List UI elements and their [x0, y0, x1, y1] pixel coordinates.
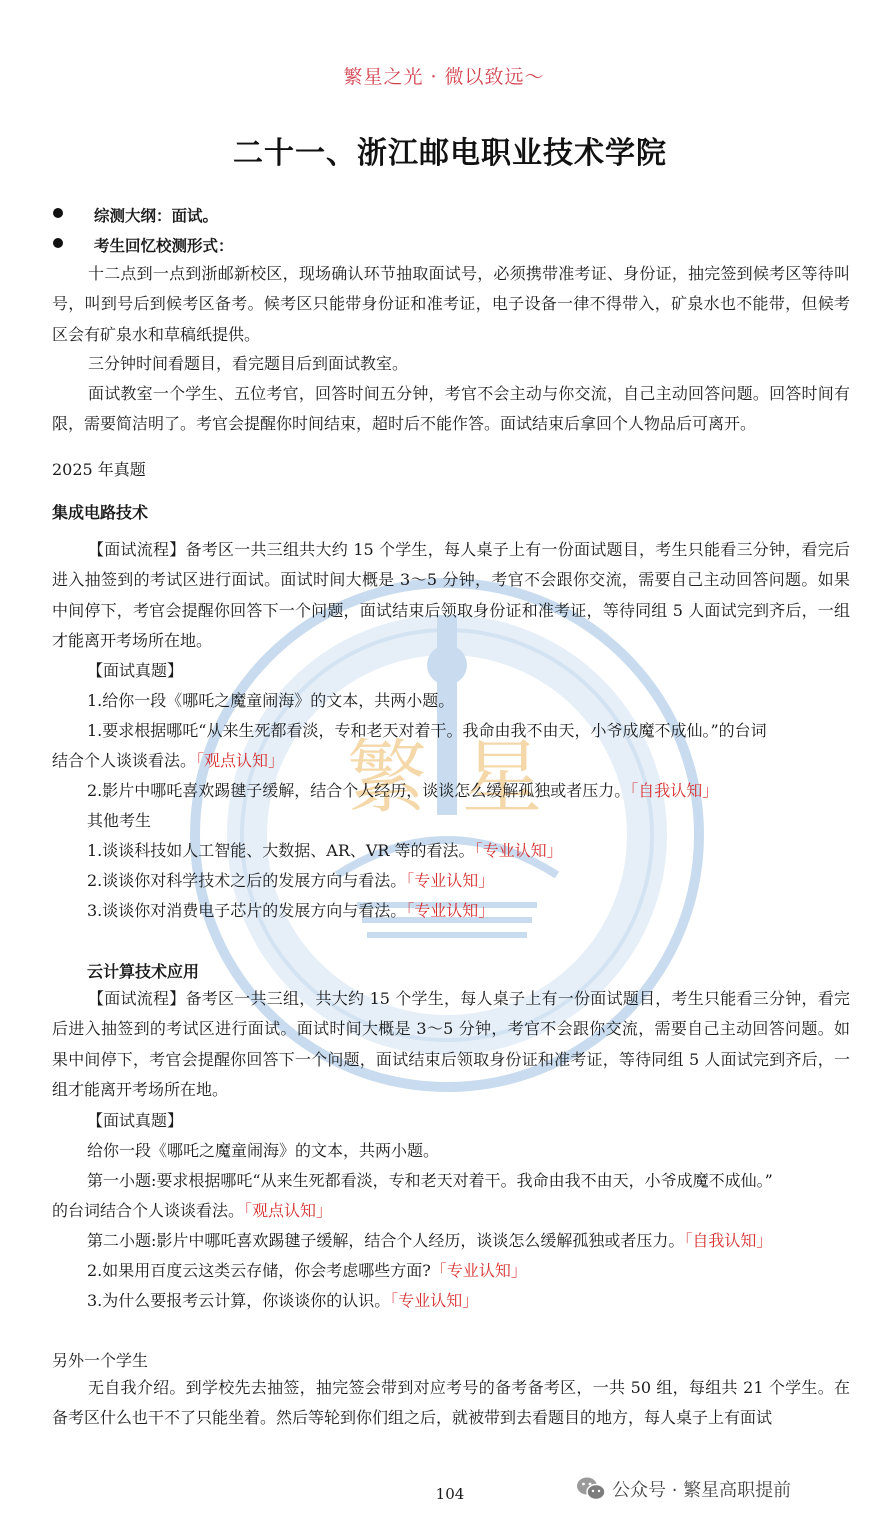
section1-process: 【面试流程】备考区一共三组共大约 15 个学生，每人桌子上有一份面试题目，考生只能看三分钟，看完后进入抽签到的考试区进行面试。面试时间大概是 3～5 分钟，考官不会跟你交流，需要自己主动回答问题。如果中间停下，考官会提醒你回答下一个问题，面试结束后领取身份证和准考证，等待同组 5 人面试完到齐后，一组才能离开考场所在地。 — [52, 540, 850, 650]
wechat-icon — [576, 1476, 606, 1502]
section1-other-label: 其他考生 — [87, 811, 152, 830]
section1-heading: 集成电路技术 — [52, 503, 149, 522]
section2-q0: 给你一段《哪吒之魔童闹海》的文本，共两小题。 — [87, 1141, 440, 1160]
section1-q2-tag: 「自我认知」 — [630, 781, 719, 800]
section1-q1-line2: 结合个人谈谈看法。 — [52, 751, 197, 770]
section2-q2: 第二小题:影片中哪吒喜欢踢毽子缓解，结合个人经历，谈谈怎么缓解孤独或者压力。 — [87, 1231, 685, 1250]
bullet-dot-icon — [53, 208, 63, 218]
section2-real-label: 【面试真题】 — [87, 1111, 184, 1130]
section1-q0: 1.给你一段《哪吒之魔童闹海》的文本，共两小题。 — [87, 691, 455, 710]
page-header: 繁星之光 · 微以致远～ — [343, 66, 545, 88]
section2-q3: 2.如果用百度云这类云存储，你会考虑哪些方面? — [87, 1261, 431, 1280]
intro-paragraph-1: 十二点到一点到浙邮新校区，现场确认环节抽取面试号，必须携带准考证、身份证，抽完签到候考区等待叫号，叫到号后到候考区备考。候考区只能带身份证和准考证，电子设备一律不得带入，矿泉水也不能带，但候考区会有矿泉水和草稿纸提供。 — [52, 264, 850, 344]
section2-q2-tag: 「自我认知」 — [684, 1231, 773, 1250]
watermark-char-2: 星 — [462, 731, 542, 824]
section1-real-label: 【面试真题】 — [87, 661, 184, 680]
bullet-dot-icon — [53, 238, 63, 248]
section2-process: 【面试流程】备考区一共三组，共大约 15 个学生，每人桌子上有一份面试题目，考生只能看三分钟，看完后进入抽签到的考试区进行面试。面试时间大概是 3～5 分钟，考官不会跟你交流，需要自己主动回答问题。如果中间停下，考官会提醒你回答下一个问题，面试结束后领取身份证和准考证，等待同组 5 人面试完到齐后，一组才能离开考场所在地。 — [52, 989, 850, 1099]
section2-q1-line1: 第一小题:要求根据哪吒“从来生死都看淡，专和老天对着干。我命由我不由天，小爷成魔不成仙。” — [87, 1171, 773, 1190]
section1-q1-line1: 1.要求根据哪吒“从来生死都看淡，专和老天对着干。我命由我不由天，小爷成魔不成仙。”的台词 — [87, 721, 767, 740]
section2-heading: 云计算技术应用 — [87, 962, 200, 981]
section2-q4: 3.为什么要报考云计算，你谈谈你的认识。 — [87, 1291, 391, 1310]
footer-text: 公众号 · 繁星高职提前 — [612, 1480, 792, 1501]
section2-q4-tag: 「专业认知」 — [390, 1291, 479, 1310]
section1-q2: 2.影片中哪吒喜欢踢毽子缓解，结合个人经历，谈谈怎么缓解孤独或者压力。 — [87, 781, 631, 800]
section1-other-2-tag: 「专业认知」 — [406, 871, 495, 890]
footer-account[interactable] — [576, 1476, 791, 1502]
section1-other-2: 2.谈谈你对科学技术之后的发展方向与看法。 — [87, 871, 407, 890]
section3-paragraph: 无自我介绍。到学校先去抽签，抽完签会带到对应考号的备考备考区，一共 50 组，每组共 21 个学生。在备考区什么也干不了只能坐着。然后等轮到你们组之后，就被带到去看题目的地方，每人桌子上有面试 — [52, 1378, 850, 1428]
section2-q1-line2: 的台词结合个人谈谈看法。 — [52, 1201, 245, 1220]
page-title: 二十一、浙江邮电职业技术学院 — [233, 136, 667, 171]
page-number: 104 — [435, 1485, 465, 1503]
watermark-char-1: 繁 — [347, 731, 427, 824]
intro-paragraph-2: 三分钟时间看题目，看完题目后到面试教室。 — [88, 354, 409, 373]
section2-q1-tag: 「观点认知」 — [244, 1201, 333, 1220]
section1-other-1: 1.谈谈科技如人工智能、大数据、AR、VR 等的看法。 — [87, 841, 475, 860]
section2-q3-tag: 「专业认知」 — [430, 1261, 527, 1280]
section1-other-3-tag: 「专业认知」 — [406, 901, 495, 920]
section1-other-3: 3.谈谈你对消费电子芯片的发展方向与看法。 — [87, 901, 407, 920]
section1-q1-tag: 「观点认知」 — [196, 751, 285, 770]
year-heading: 2025 年真题 — [52, 460, 146, 479]
section1-other-1-tag: 「专业认知」 — [474, 841, 563, 860]
section3-heading: 另外一个学生 — [52, 1351, 149, 1370]
bullet-1: 综测大纲：面试。 — [94, 206, 219, 225]
intro-paragraph-3: 面试教室一个学生、五位考官，回答时间五分钟，考官不会主动与你交流，自己主动回答问题。回答时间有限，需要简洁明了。考官会提醒你时间结束，超时后不能作答。面试结束后拿回个人物品后可离开。 — [52, 384, 850, 434]
bullet-2: 考生回忆校测形式： — [94, 236, 234, 255]
